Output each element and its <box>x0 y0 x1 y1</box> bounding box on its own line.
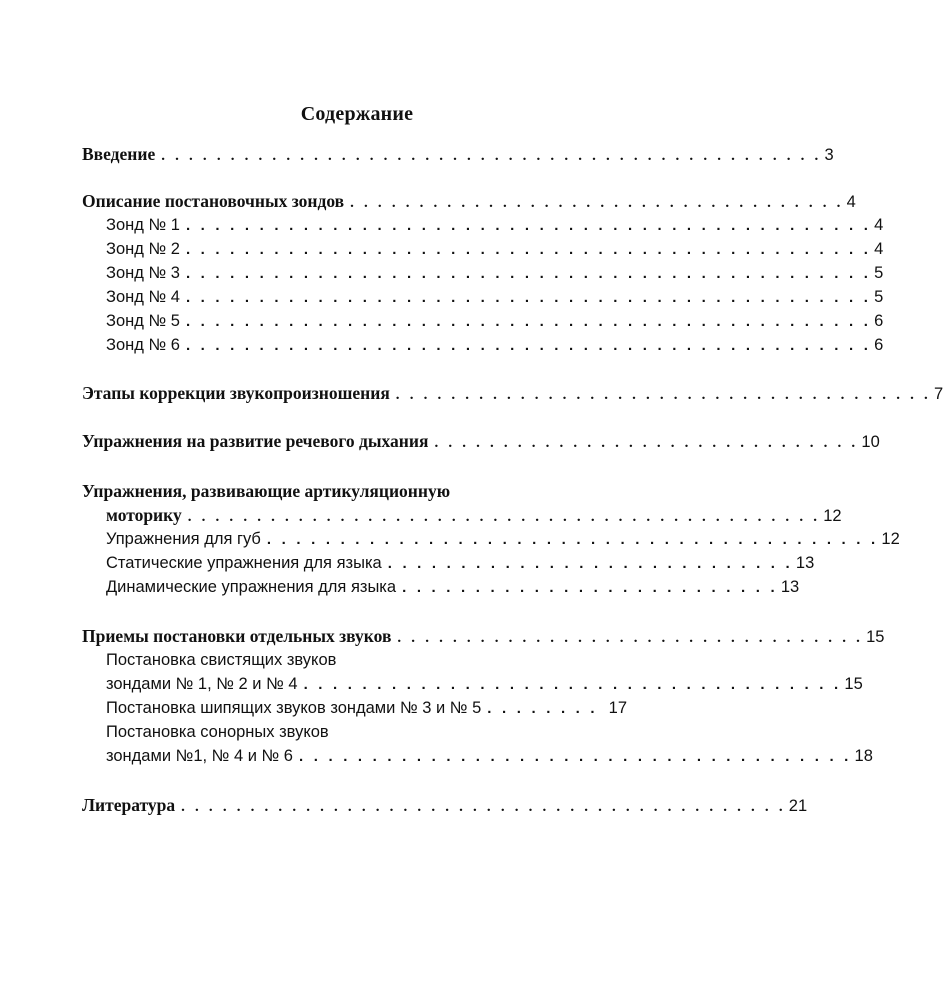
toc-entry-label: Зонд № 3 <box>106 264 180 282</box>
toc-entry-label: Зонд № 5 <box>106 312 180 330</box>
toc-page-number: 3 <box>824 146 834 164</box>
toc-entry-label: Постановка шипящих звуков зондами № 3 и № 5 <box>106 699 482 717</box>
toc-page-number: 5 <box>874 288 884 306</box>
dot-leader: . . . . . . . . . . . . . . . . . . . . . . . . . . . . . . . . . . . . . . . . . . . . . . <box>187 509 821 525</box>
toc-page-number: 10 <box>861 433 880 451</box>
dot-leader: . . . . . . . . . . . . . . . . . . . . . . . . . . . . . . . . . . . . . . . . . . . . . . . <box>185 313 872 330</box>
toc-entry-hissing-sounds[interactable] <box>106 697 627 720</box>
dot-leader: . . . . . . . . . . . . . . . . . . . . . . . . . . . . . . . . . . . . . . . . . . . . . . . . <box>161 148 822 164</box>
toc-entry-label: Упражнения для губ <box>106 530 261 548</box>
dot-leader: . . . . . . . . . . . . . . . . . . . . . . . . . . . . . . . . . . . . . . . . . . <box>266 531 879 548</box>
toc-page-number: 4 <box>846 193 856 211</box>
dot-leader: . . . . . . . . <box>487 700 598 717</box>
toc-entry-breathing-exercises[interactable] <box>82 430 880 454</box>
toc-entry-literature[interactable] <box>82 794 808 818</box>
toc-entry-probe-3[interactable] <box>106 262 884 285</box>
toc-page-number: 12 <box>823 507 842 525</box>
toc-entry-probe-1[interactable] <box>106 214 884 237</box>
toc-entry-lip-exercises[interactable] <box>106 528 900 551</box>
dot-leader: . . . . . . . . . . . . . . . . . . . . . . . . . . . . . . . . . . . . . . . <box>395 387 931 403</box>
toc-entry-label: Литература <box>82 795 176 815</box>
toc-page-number: 6 <box>874 312 884 330</box>
dot-leader: . . . . . . . . . . . . . . . . . . . . . . . . . . . . . . . . . . . . . . . . . . . . . . . <box>185 217 872 234</box>
toc-entry-label: Зонд № 4 <box>106 288 180 306</box>
toc-entry-label: Динамические упражнения для языка <box>106 578 397 596</box>
toc-entry-label: Описание постановочных зондов <box>82 191 345 211</box>
toc-page-number: 4 <box>874 216 884 234</box>
toc-page-number: 13 <box>795 554 815 572</box>
toc-page-number: 17 <box>608 699 627 717</box>
toc-entry-label: Упражнения на развитие речевого дыхания <box>82 431 429 451</box>
dot-leader: . . . . . . . . . . . . . . . . . . . . . . . . . . . . . . . . . . . . . <box>303 676 842 693</box>
toc-entry-probe-5[interactable] <box>106 310 884 333</box>
toc-entry-label: Статические упражнения для языка <box>106 554 382 572</box>
dot-leader: . . . . . . . . . . . . . . . . . . . . . . . . . . . . . . . . . . . . . . <box>298 748 852 765</box>
toc-page-number: 15 <box>844 675 863 693</box>
toc-entry-label: Введение <box>82 144 156 164</box>
toc-entry-static-tongue[interactable] <box>106 552 815 575</box>
toc-entry-probe-6[interactable] <box>106 334 884 357</box>
toc-page-number: 5 <box>874 264 884 282</box>
toc-entry-label: Зонд № 2 <box>106 240 180 258</box>
toc-page-number: 4 <box>874 240 884 258</box>
toc-entry-probe-4[interactable] <box>106 286 884 309</box>
toc-page-number: 18 <box>854 747 873 765</box>
toc-entry-label: зондами № 1, № 2 и № 4 <box>106 675 298 693</box>
dot-leader: . . . . . . . . . . . . . . . . . . . . . . . . . . . . . . . . . . . . . . . . . . . . <box>181 799 786 815</box>
toc-entry-articulation-motor[interactable] <box>106 504 842 528</box>
toc-entry-sonorant-line1: Постановка сонорных звуков <box>106 723 329 741</box>
toc-entry-label: Приемы постановки отдельных звуков <box>82 626 392 646</box>
toc-page-number: 15 <box>866 628 885 646</box>
toc-page-number: 21 <box>788 797 808 815</box>
toc-entry-dynamic-tongue[interactable] <box>106 576 800 599</box>
dot-leader: . . . . . . . . . . . . . . . . . . . . . . . . . . . . . . . <box>434 435 859 451</box>
dot-leader: . . . . . . . . . . . . . . . . . . . . . . . . . . . . . . . . . . . . . . . . . . . . . . . <box>185 289 872 306</box>
dot-leader: . . . . . . . . . . . . . . . . . . . . . . . . . . . . . . . . . . . . <box>350 195 844 211</box>
toc-entry-label: Зонд № 1 <box>106 216 180 234</box>
toc-entry-sonorant-sounds[interactable] <box>106 745 873 768</box>
toc-entry-label: Этапы коррекции звукопроизношения <box>82 383 390 403</box>
dot-leader: . . . . . . . . . . . . . . . . . . . . . . . . . . . . . . . . . . . . . . . . . . . . . . . <box>185 265 872 282</box>
page-title: Содержание <box>300 103 414 125</box>
toc-entry-probe-2[interactable] <box>106 238 884 261</box>
toc-entry-probes-description[interactable] <box>82 190 856 214</box>
toc-page-number: 7 <box>933 385 943 403</box>
dot-leader: . . . . . . . . . . . . . . . . . . . . . . . . . . <box>402 579 778 596</box>
dot-leader: . . . . . . . . . . . . . . . . . . . . . . . . . . . . . . . . . . . . . . . . . . . . . . . <box>185 241 872 258</box>
toc-entry-label: моторику <box>106 505 182 525</box>
toc-entry-whistling-sounds[interactable] <box>106 673 863 696</box>
toc-entry-introduction[interactable] <box>82 143 834 167</box>
toc-page-number: 13 <box>780 578 800 596</box>
toc-entry-whistling-line1: Постановка свистящих звуков <box>106 651 337 669</box>
dot-leader: . . . . . . . . . . . . . . . . . . . . . . . . . . . . <box>387 555 793 572</box>
toc-entry-articulation-line1: Упражнения, развивающие артикуляционную <box>82 481 451 501</box>
toc-entry-sound-techniques[interactable] <box>82 625 885 649</box>
toc-entry-correction-stages[interactable] <box>82 382 943 406</box>
toc-page-number: 12 <box>881 530 900 548</box>
toc-page-number: 6 <box>874 336 884 354</box>
toc-entry-label: Зонд № 6 <box>106 336 180 354</box>
toc-entry-label: зондами №1, № 4 и № 6 <box>106 747 293 765</box>
dot-leader: . . . . . . . . . . . . . . . . . . . . . . . . . . . . . . . . . . . . . . . . . . . . . . . <box>185 337 872 354</box>
dot-leader: . . . . . . . . . . . . . . . . . . . . . . . . . . . . . . . . . . <box>397 630 864 646</box>
